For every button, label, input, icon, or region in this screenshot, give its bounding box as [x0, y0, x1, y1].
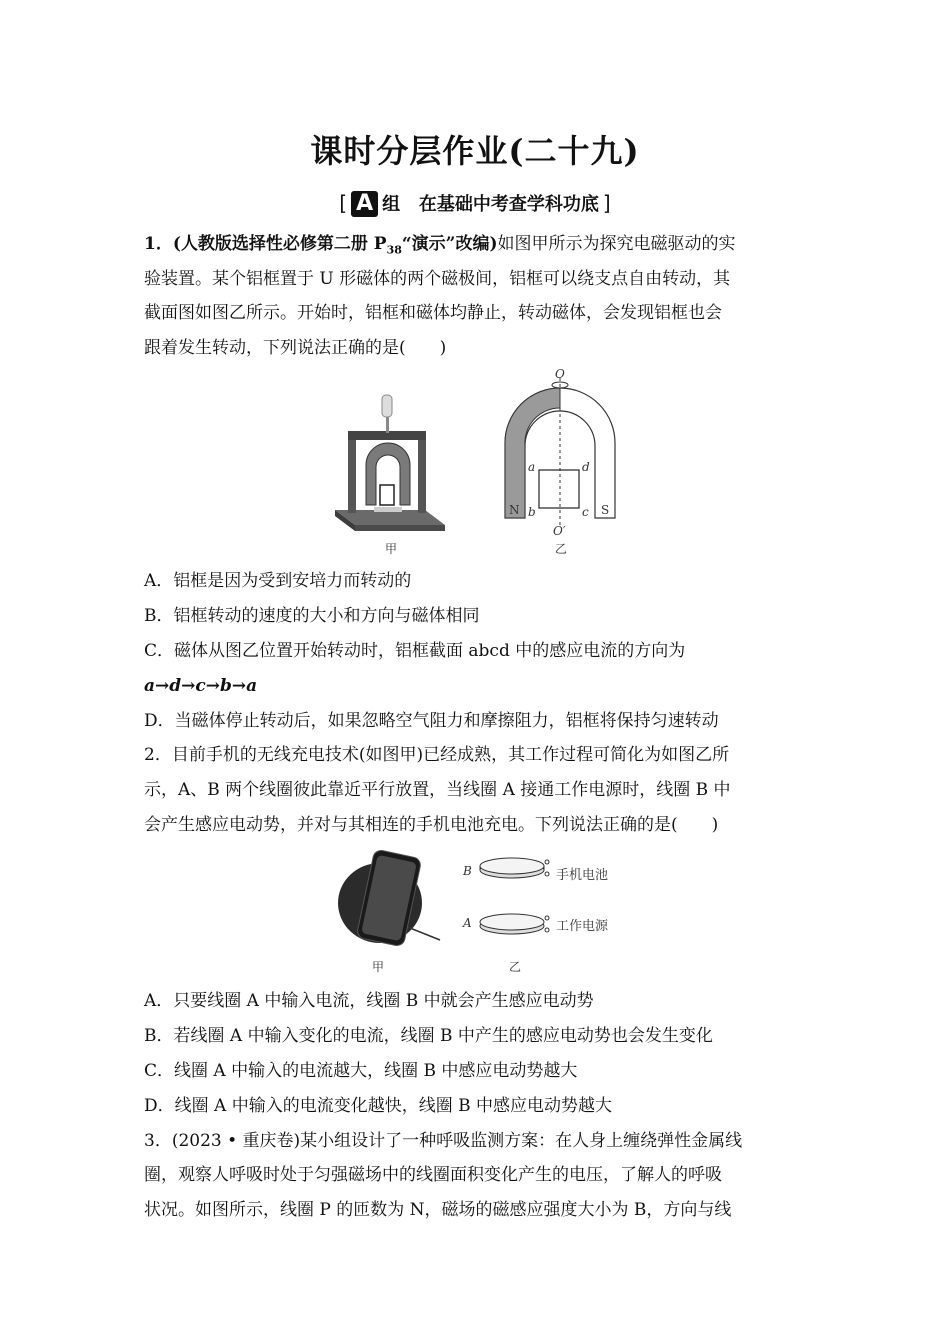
q2-label-source: 工作电源	[556, 919, 609, 934]
q1-source-sub: 38	[386, 243, 402, 257]
q1-source	[172, 234, 498, 257]
q1-line-1	[144, 233, 809, 261]
q2-option-a: A．只要线圈 A 中输入电流，线圈 B 中就会产生感应电动势	[144, 991, 594, 1011]
group-heading	[0, 190, 950, 217]
q1-label-a: a	[528, 460, 536, 474]
group-badge: A	[351, 191, 378, 217]
q3-line-3: 状况。如图所示，线圈 P 的匝数为 N，磁场的磁感应强度大小为 B，方向与线	[144, 1200, 732, 1220]
q2-label-B: B	[463, 864, 472, 878]
q1-line-3: 截面图如图乙所示。开始时，铝框和磁体均静止，转动磁体，会发现铝框也会	[144, 303, 722, 323]
q1-label-c: c	[582, 505, 589, 519]
q1-label-d: d	[582, 460, 590, 474]
q1-text-1: 如图甲所示为探究电磁驱动的实	[497, 234, 736, 254]
left-bracket: [	[339, 191, 348, 215]
page-title: 课时分层作业(二十九)	[310, 132, 640, 170]
q2-caption-jia: 甲	[372, 960, 385, 974]
q2-figure-yi-coils	[475, 852, 555, 947]
q1-option-a: A．铝框是因为受到安培力而转动的	[144, 571, 412, 591]
q1-figure-jia-apparatus	[330, 385, 450, 535]
q1-caption-jia: 甲	[385, 542, 398, 556]
q2-line-1: 2．目前手机的无线充电技术(如图甲)已经成熟，其工作过程可简化为如图乙所	[144, 745, 730, 765]
q1-source-pre: (人教版选择性必修第二册 P	[172, 234, 387, 254]
q1-option-c-2: a→d→c→b→a	[144, 676, 258, 696]
q1-label-N: N	[509, 503, 520, 517]
q1-label-b: b	[528, 505, 536, 519]
q2-option-d: D．线圈 A 中输入的电流变化越快，线圈 B 中感应电动势越大	[144, 1096, 613, 1116]
q2-label-A: A	[463, 916, 472, 930]
q2-line-2: 示，A、B 两个线圈彼此靠近平行放置，当线圈 A 接通工作电源时，线圈 B 中	[144, 780, 731, 800]
q1-line-4: 跟着发生转动，下列说法正确的是( )	[144, 338, 447, 358]
q1-number: 1．	[144, 234, 173, 254]
q2-label-battery: 手机电池	[556, 868, 609, 883]
q1-label-O-prime: O′	[553, 524, 566, 538]
q1-caption-yi: 乙	[555, 542, 568, 556]
q1-option-b: B．铝框转动的速度的大小和方向与磁体相同	[144, 606, 480, 626]
group-description: 在基础中考查学科功底	[418, 194, 599, 215]
q2-option-b: B．若线圈 A 中输入变化的电流，线圈 B 中产生的感应电动势也会发生变化	[144, 1026, 713, 1046]
q3-line-2: 圈，观察人呼吸时处于匀强磁场中的线圈面积变化产生的电压，了解人的呼吸	[144, 1165, 722, 1185]
q1-option-c-1: C．磁体从图乙位置开始转动时，铝框截面 abcd 中的感应电流的方向为	[144, 641, 686, 661]
group-label: 组	[382, 194, 401, 215]
q2-option-c: C．线圈 A 中输入的电流越大，线圈 B 中感应电动势越大	[144, 1061, 578, 1081]
q1-label-O: O	[555, 367, 565, 381]
q1-label-S: S	[601, 503, 610, 517]
right-bracket: ]	[602, 191, 611, 215]
q2-caption-yi: 乙	[509, 960, 522, 974]
q2-figure-jia-phone-charger	[335, 848, 445, 953]
q2-line-3: 会产生感应电动势，并对与其相连的手机电池充电。下列说法正确的是( )	[144, 815, 719, 835]
q1-option-d: D．当磁体停止转动后，如果忽略空气阻力和摩擦阻力，铝框将保持匀速转动	[144, 711, 719, 731]
q1-line-2: 验装置。某个铝框置于 U 形磁体的两个磁极间，铝框可以绕支点自由转动，其	[144, 269, 731, 289]
q3-line-1: 3．(2023 • 重庆卷)某小组设计了一种呼吸监测方案：在人身上缠绕弹性金属线	[144, 1131, 743, 1151]
q1-source-post: “演示”改编)	[401, 234, 498, 254]
